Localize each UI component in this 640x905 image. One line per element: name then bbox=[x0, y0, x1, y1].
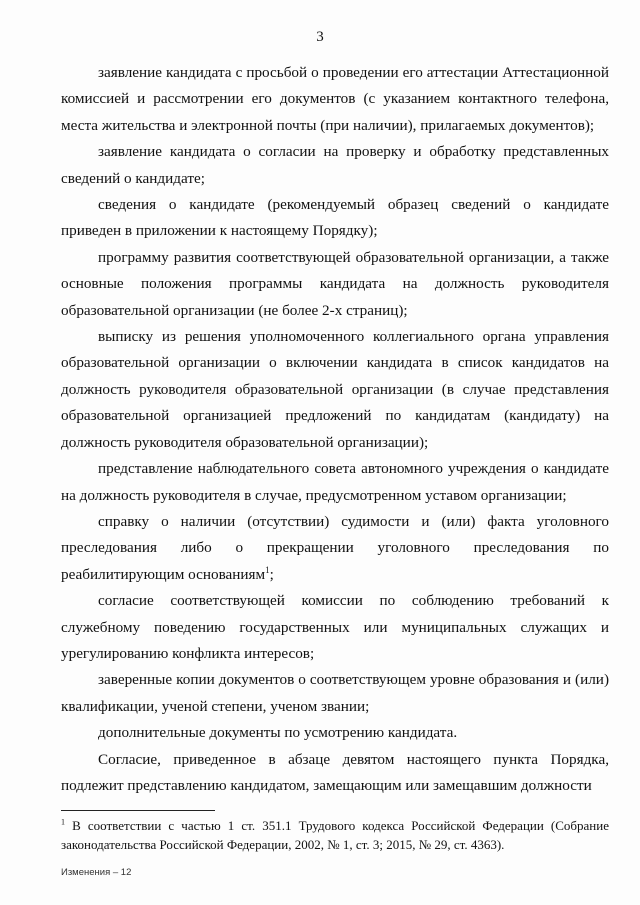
paragraph: выписку из решения уполномоченного коллегиального органа управления образовательной организации о включении кандидата в список кандидатов на должность руководителя образовательной организации (в случае представления образовательной организацией предложений по кандидатам (кандидату) на должность руководителя образовательной организации); bbox=[61, 328, 609, 451]
paragraph: дополнительные документы по усмотрению кандидата. bbox=[98, 724, 458, 742]
paragraph: заявление кандидата о согласии на проверку и обработку представленных сведений о кандидате; bbox=[61, 143, 609, 187]
footnote bbox=[61, 816, 609, 854]
paragraph: заверенные копии документов о соответствующем уровне образования и (или) квалификации, ученой степени, ученом звании; bbox=[61, 671, 609, 715]
footnote-separator bbox=[61, 810, 215, 811]
paragraph: программу развития соответствующей образовательной организации, а также основные положения программы кандидата на должность руководителя образовательной организации (не более 2-х страниц); bbox=[61, 248, 609, 319]
paragraph-text: справку о наличии (отсутствии) судимости и (или) факта уголовного преследования либо о прекращении уголовного преследования по реабилитирующим основаниям bbox=[61, 512, 609, 583]
document-body bbox=[61, 60, 609, 799]
paragraph: согласие соответствующей комиссии по соблюдению требований к служебному поведению государственных или муниципальных служащих и урегулированию конфликта интересов; bbox=[61, 592, 609, 662]
paragraph: заявление кандидата с просьбой о проведении его аттестации Аттестационной комиссией и рассмотрении его документов (с указанием контактного телефона, места жительства и электронной почты (при наличии), прилагаемых документов); bbox=[61, 64, 609, 134]
page-number: 3 bbox=[316, 29, 324, 45]
paragraph-tail: ; bbox=[269, 565, 274, 583]
paragraph: Согласие, приведенное в абзаце девятом настоящего пункта Порядка, подлежит представлению кандидатом, замещающим или замещавшим должности bbox=[61, 750, 609, 794]
footnote-text: В соответствии с частью 1 ст. 351.1 Трудового кодекса Российской Федерации (Собрание законодательства Российской Федерации, 2002, № 1, ст. 3; 2015, № 29, ст. 4363). bbox=[61, 818, 609, 852]
paragraph-with-footnote bbox=[61, 509, 609, 588]
paragraph: сведения о кандидате (рекомендуемый образец сведений о кандидате приведен в приложении к настоящему Порядку); bbox=[61, 196, 609, 240]
footnote-marker: 1 bbox=[61, 817, 65, 827]
revision-mark: Изменения – 12 bbox=[61, 867, 132, 878]
paragraph: представление наблюдательного совета автономного учреждения о кандидате на должность руководителя в случае, предусмотренном уставом организации; bbox=[61, 460, 609, 504]
footnote-reference[interactable]: 1 bbox=[265, 564, 270, 575]
